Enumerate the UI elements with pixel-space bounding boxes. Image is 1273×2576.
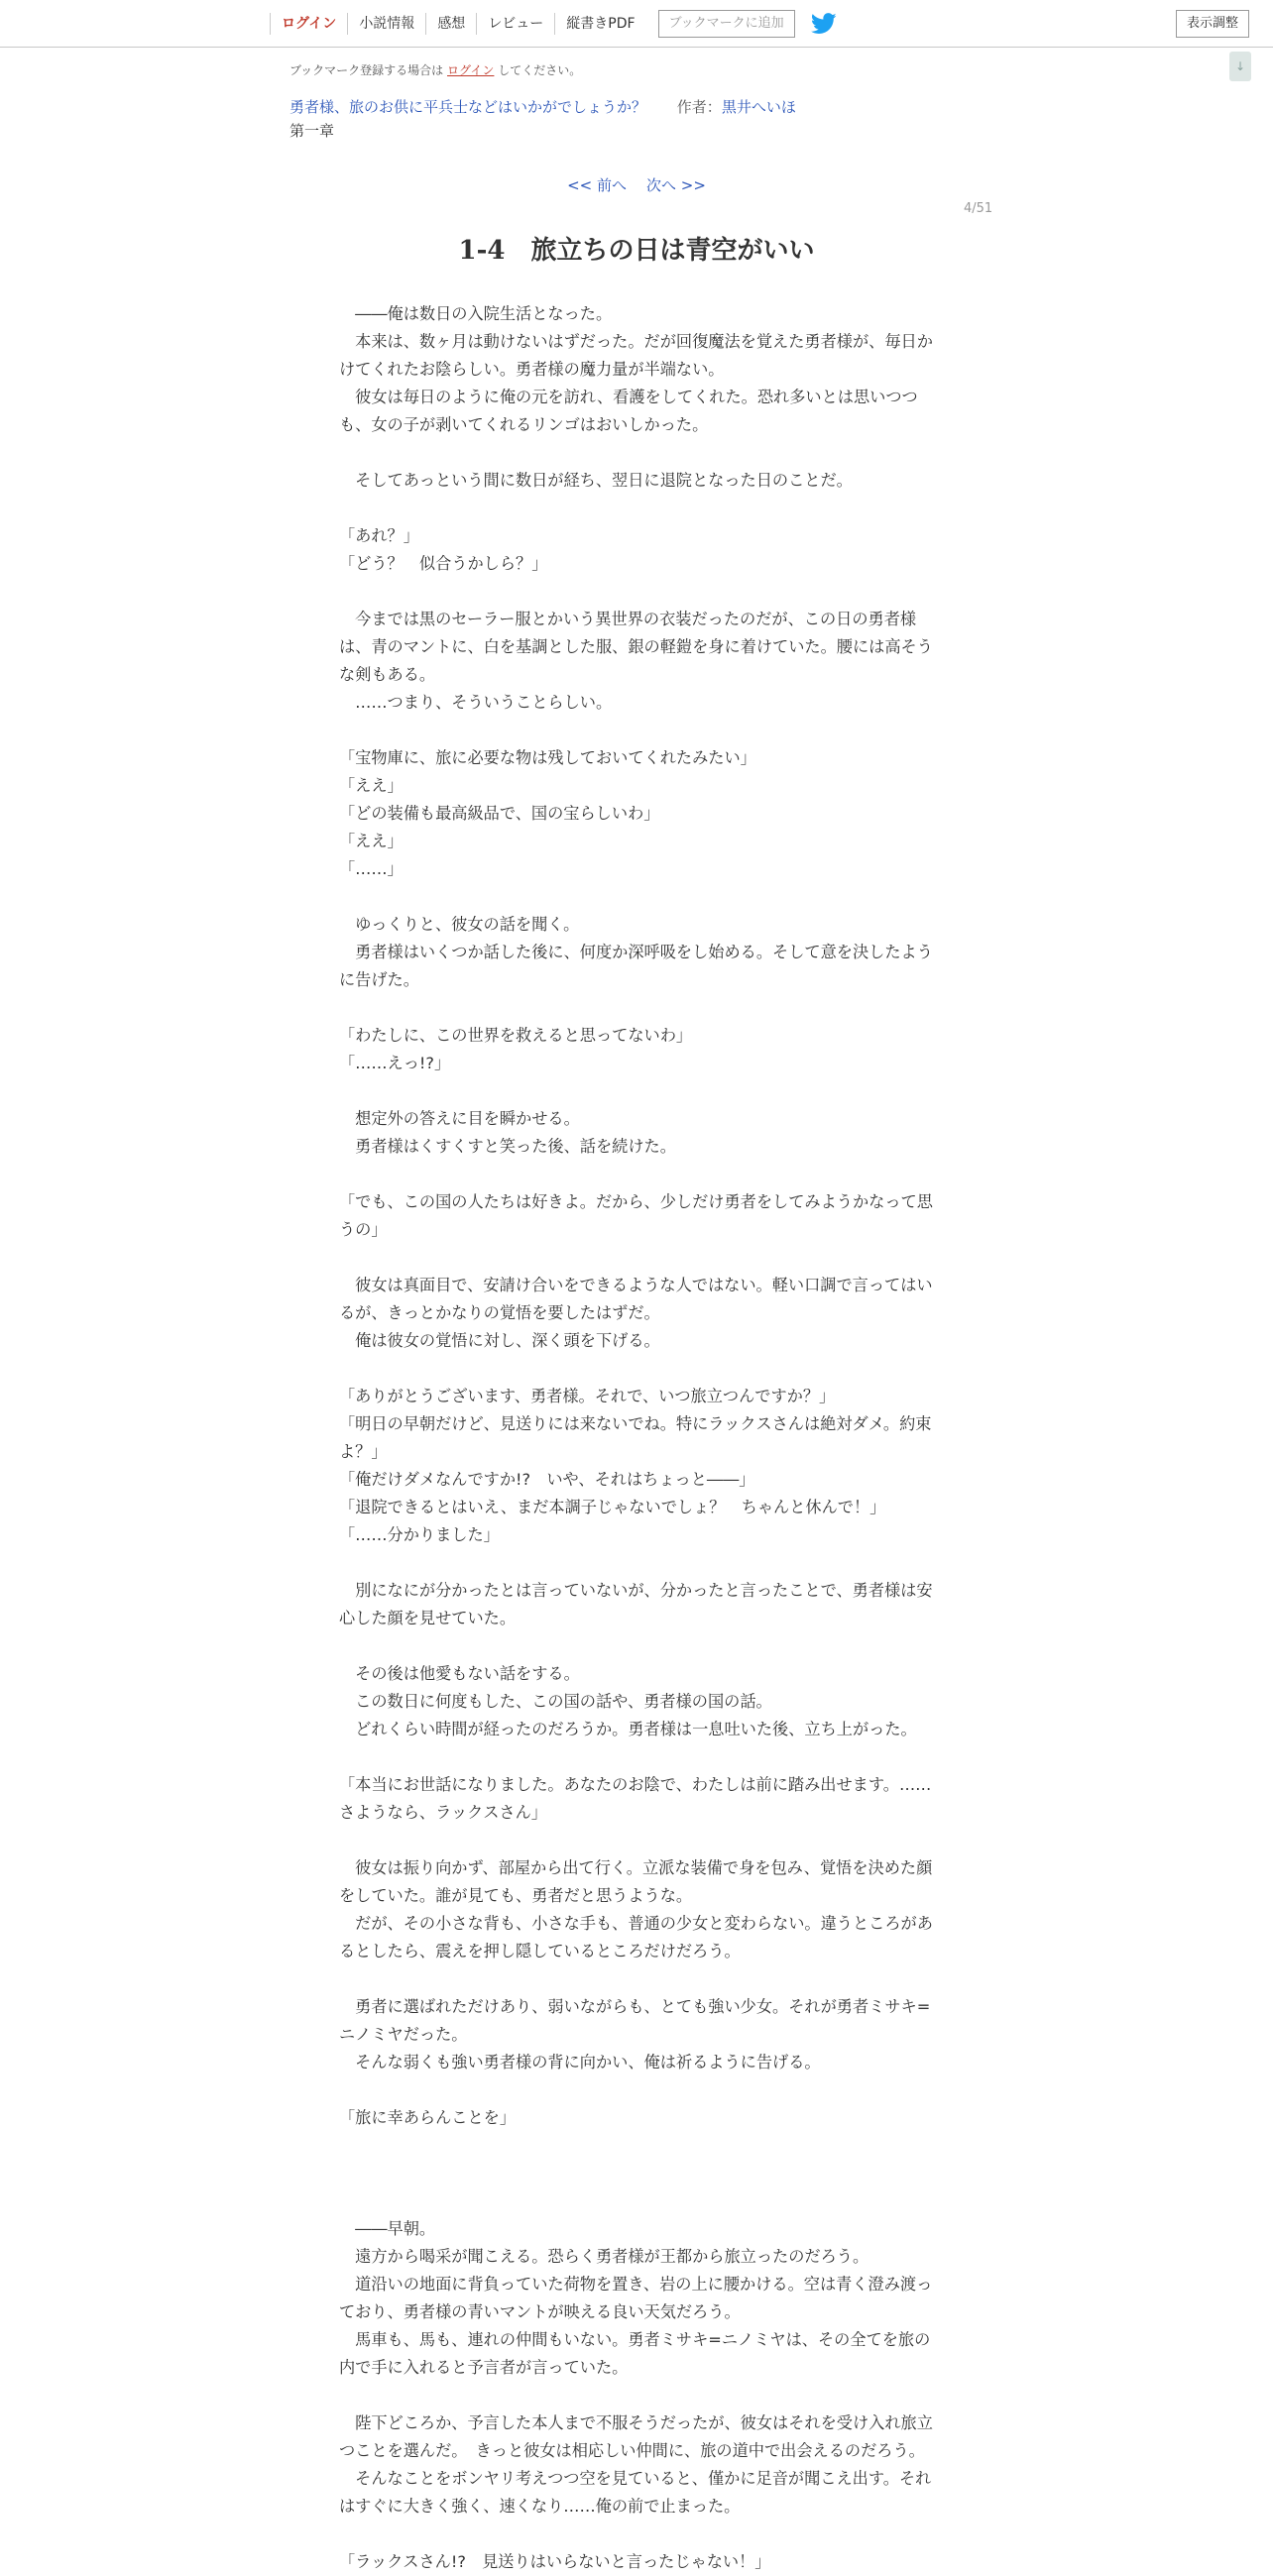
body-paragraph: 「本当にお世話になりました。あなたのお陰で、わたしは前に踏み出せます。……さようなら、ラックスさん」 <box>339 1775 932 1822</box>
body-paragraph: 「明日の早朝だけど、見送りには来ないでね。特にラックスさんは絶対ダメ。約束よ？」 <box>339 1414 932 1461</box>
blank-line <box>339 1549 934 1577</box>
body-paragraph: 陛下どころか、予言した本人まで不服そうだったが、彼女はそれを受け入れ旅立つことを選んだ。 きっと彼女は相応しい仲間に、旅の道中で出会えるのだろう。 <box>339 2413 933 2460</box>
body-paragraph: 「あれ？」 <box>339 526 419 545</box>
body-paragraph: この数日に何度もした、この国の話や、勇者様の国の話。 <box>339 1692 772 1711</box>
body-paragraph: 「どの装備も最高級品で、国の宝らしいわ」 <box>339 804 660 823</box>
body-paragraph: 「宝物庫に、旅に必要な物は残しておいてくれたみたい」 <box>339 748 756 767</box>
body-paragraph: 「……分かりました」 <box>339 1525 500 1544</box>
blank-line <box>339 2382 934 2409</box>
body-paragraph: 「……」 <box>339 859 404 878</box>
blank-line <box>339 2187 934 2215</box>
novel-info <box>289 96 796 117</box>
login-note-suffix: してください。 <box>498 63 582 77</box>
body-paragraph: 彼女は毎日のように俺の元を訪れ、看護をしてくれた。恐れ多いとは思いつつも、女の子が剥いてくれるリンゴはおいしかった。 <box>339 388 918 434</box>
blank-line <box>339 1355 934 1383</box>
body-paragraph: 「ラックスさん!? 見送りはいらないと言ったじゃない！」 <box>339 2552 771 2571</box>
body-paragraph: ……つまり、そういうことらしい。 <box>339 693 613 712</box>
blank-line <box>339 2520 934 2548</box>
episode-title: 1-4 旅立ちの日は青空がいい <box>458 236 815 266</box>
body-paragraph: 勇者様はいくつか話した後に、何度か深呼吸をし始める。そして意を決したように告げた。 <box>339 943 933 989</box>
body-paragraph: 馬車も、馬も、連れの仲間もいない。勇者ミサキ=ニノミヤは、その全てを旅の内で手に入れると予言者が言っていた。 <box>339 2330 931 2377</box>
chapter-title: 第一章 <box>289 122 335 140</box>
pager <box>0 174 1273 195</box>
novel-title-link[interactable]: 勇者様、旅のお供に平兵士などはいかがでしょうか？ <box>289 98 647 116</box>
author-label: 作者： <box>676 98 722 116</box>
blank-line <box>339 2076 934 2104</box>
body-paragraph: 「わたしに、この世界を救えると思ってないわ」 <box>339 1026 693 1045</box>
next-page-link[interactable]: 次へ >> <box>646 176 706 194</box>
body-paragraph: 「でも、この国の人たちは好きよ。だから、少しだけ勇者をしてみようかなって思うの」 <box>339 1192 933 1239</box>
twitter-bird-icon[interactable] <box>811 13 837 35</box>
display-settings-button[interactable]: 表示調整 <box>1176 10 1249 38</box>
body-paragraph: 「……えっ!?」 <box>339 1054 451 1072</box>
body-paragraph: 「俺だけダメなんですか!? いや、それはちょっと――」 <box>339 1470 755 1489</box>
body-paragraph: そしてあっという間に数日が経ち、翌日に退院となった日のことだ。 <box>339 471 853 490</box>
blank-line <box>339 994 934 1022</box>
blank-line <box>339 717 934 744</box>
body-paragraph: 彼女は真面目で、安請け合いをできるような人ではない。軽い口調で言ってはいるが、きっとかなりの覚悟を要したはずだ。 <box>339 1276 933 1322</box>
blank-line <box>339 578 934 606</box>
nav-vertical-pdf[interactable]: 縦書きPDF <box>554 13 645 35</box>
body-paragraph: 今までは黒のセーラー服とかいう異世界の衣装だったのだが、この日の勇者様は、青のマントに、白を基調とした服、銀の軽鎧を身に着けていた。腰には高そうな剣もある。 <box>339 610 933 684</box>
blank-line <box>339 1743 934 1771</box>
blank-line <box>339 1965 934 1993</box>
body-paragraph: そんなことをボンヤリ考えつつ空を見ていると、僅かに足音が聞こえ出す。それはすぐに大きく強く、速くなり……俺の前で止まった。 <box>339 2469 932 2516</box>
blank-line <box>339 1244 934 1272</box>
top-navigation-bar <box>0 0 1273 48</box>
scroll-down-button[interactable]: ↓ <box>1229 52 1251 81</box>
body-paragraph: 遠方から喝采が聞こえる。恐らく勇者様が王都から旅立ったのだろう。 <box>339 2247 869 2266</box>
blank-line <box>339 495 934 522</box>
body-paragraph: 「ありがとうございます、勇者様。それで、いつ旅立つんですか？」 <box>339 1387 836 1405</box>
add-bookmark-button[interactable]: ブックマークに追加 <box>658 10 795 38</box>
body-paragraph: 「退院できるとはいえ、まだ本調子じゃないでしょ？ ちゃんと休んで！」 <box>339 1498 886 1516</box>
nav-novel-info[interactable]: 小説情報 <box>347 13 425 35</box>
body-paragraph: だが、その小さな背も、小さな手も、普通の少女と変わらない。違うところがあるとしたら、震えを押し隠しているところだけだろう。 <box>339 1914 933 1960</box>
body-paragraph: 「旅に幸あらんことを」 <box>339 2108 517 2127</box>
login-note-link[interactable]: ログイン <box>447 63 495 77</box>
author-link[interactable]: 黒井へいほ <box>721 98 796 116</box>
login-note-prefix: ブックマーク登録する場合は <box>289 63 444 77</box>
body-paragraph: ――俺は数日の入院生活となった。 <box>339 304 613 323</box>
novel-body <box>339 300 934 2576</box>
login-note <box>289 61 581 78</box>
body-paragraph: ――早朝。 <box>339 2219 436 2238</box>
body-paragraph: 彼女は振り向かず、部屋から出て行く。立派な装備で身を包み、覚悟を決めた顔をしていた。誰が見ても、勇者だと思うような。 <box>339 1858 933 1905</box>
blank-line <box>339 1827 934 1854</box>
blank-line <box>339 2160 934 2187</box>
body-paragraph: 勇者に選ばれただけあり、弱いながらも、とても強い少女。それが勇者ミサキ=ニノミヤだった。 <box>339 1997 931 2044</box>
body-paragraph: どれくらい時間が経ったのだろうか。勇者様は一息吐いた後、立ち上がった。 <box>339 1720 917 1738</box>
blank-line <box>339 2132 934 2160</box>
page-number: 4/51 <box>964 201 993 216</box>
blank-line <box>339 883 934 911</box>
body-paragraph: そんな弱くも強い勇者様の背に向かい、俺は祈るように告げる。 <box>339 2053 821 2072</box>
body-paragraph: 勇者様はくすくすと笑った後、話を続けた。 <box>339 1137 676 1156</box>
nav-impressions[interactable]: 感想 <box>425 13 476 35</box>
body-paragraph: 道沿いの地面に背負っていた荷物を置き、岩の上に腰かける。空は青く澄み渡っており、勇者様の青いマントが映える良い天気だろう。 <box>339 2275 933 2321</box>
nav-login[interactable]: ログイン <box>270 13 347 35</box>
blank-line <box>339 1161 934 1188</box>
blank-line <box>339 1077 934 1105</box>
body-paragraph: 本来は、数ヶ月は動けないはずだった。だが回復魔法を覚えた勇者様が、毎日かけてくれたお陰らしい。勇者様の魔力量が半端ない。 <box>339 332 933 379</box>
body-paragraph: 「ええ」 <box>339 776 404 795</box>
body-paragraph: 「どう？ 似合うかしら？」 <box>339 554 548 573</box>
prev-page-link[interactable]: << 前へ <box>567 176 627 194</box>
nav-review[interactable]: レビュー <box>476 13 554 35</box>
blank-line <box>339 439 934 467</box>
nav-menu <box>270 9 837 39</box>
body-paragraph: その後は他愛もない話をする。 <box>339 1664 580 1683</box>
body-paragraph: ゆっくりと、彼女の話を聞く。 <box>339 915 580 934</box>
body-paragraph: 俺は彼女の覚悟に対し、深く頭を下げる。 <box>339 1331 660 1350</box>
body-paragraph: 別になにが分かったとは言っていないが、分かったと言ったことで、勇者様は安心した顔を見せていた。 <box>339 1581 933 1627</box>
body-paragraph: 「ええ」 <box>339 832 404 850</box>
body-paragraph: 想定外の答えに目を瞬かせる。 <box>339 1109 580 1128</box>
blank-line <box>339 1632 934 1660</box>
